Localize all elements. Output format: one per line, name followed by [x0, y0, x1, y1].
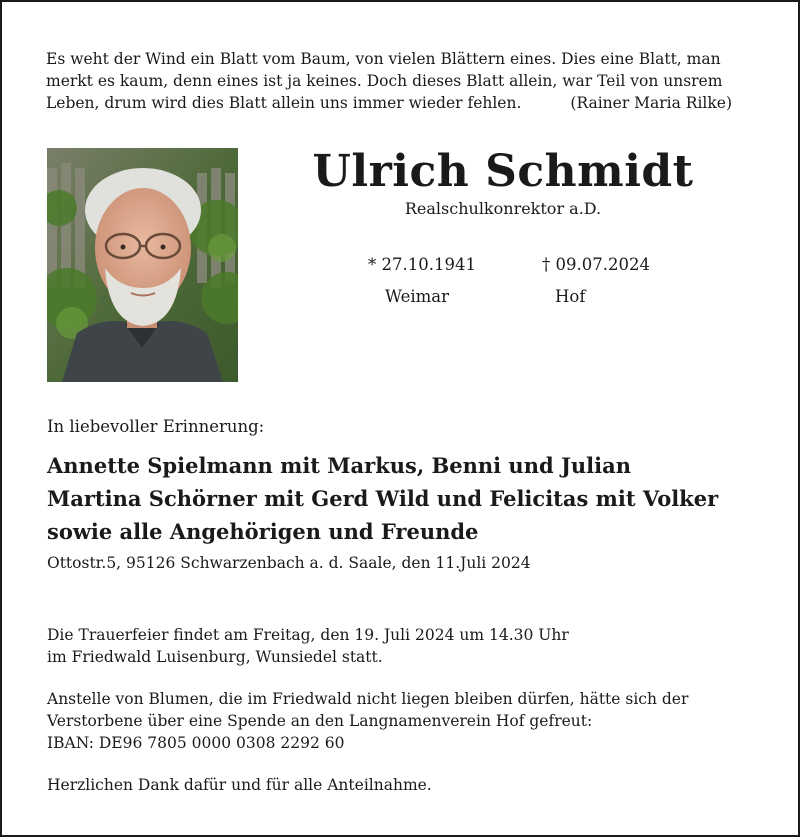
poem-quote	[46, 48, 732, 114]
donation-info	[47, 688, 767, 754]
deceased-name: Ulrich Schmidt	[312, 146, 694, 197]
mourners-list	[47, 449, 767, 548]
donation-line: Verstorbene über eine Spende an den Langnamenverein Hof gefreut:	[47, 712, 593, 730]
death-place: Hof	[555, 287, 586, 306]
deceased-profession: Realschulkonrektor a.D.	[404, 199, 602, 218]
ceremony-info	[47, 624, 767, 668]
ceremony-line: im Friedwald Luisenburg, Wunsiedel statt.	[47, 648, 383, 666]
donation-iban: IBAN: DE96 7805 0000 0308 2292 60	[47, 734, 345, 752]
donation-line: Anstelle von Blumen, die im Friedwald nicht liegen bleiben dürfen, hätte sich der	[47, 690, 689, 708]
poem-line: merkt es kaum, denn eines ist ja keines. Doch dieses Blatt allein, war Teil von unsrem	[46, 72, 723, 90]
family-address: Ottostr.5, 95126 Schwarzenbach a. d. Saale, den 11.Juli 2024	[47, 554, 531, 572]
birth-date: * 27.10.1941	[368, 255, 476, 274]
poem-author: (Rainer Maria Rilke)	[570, 94, 732, 112]
death-date: † 09.07.2024	[542, 255, 650, 274]
poem-line: Leben, drum wird dies Blatt allein uns immer wieder fehlen.	[46, 94, 522, 112]
mourner-line: sowie alle Angehörigen und Freunde	[47, 519, 479, 544]
memory-intro: In liebevoller Erinnerung:	[47, 417, 265, 436]
poem-line: Es weht der Wind ein Blatt vom Baum, von vielen Blättern eines. Dies eine Blatt, man	[46, 50, 721, 68]
mourner-line: Martina Schörner mit Gerd Wild und Felicitas mit Volker	[47, 486, 719, 511]
poem-line-last	[46, 92, 732, 114]
ceremony-line: Die Trauerfeier findet am Freitag, den 19. Juli 2024 um 14.30 Uhr	[47, 626, 569, 644]
thanks-text: Herzlichen Dank dafür und für alle Anteilnahme.	[47, 776, 432, 794]
mourner-line: Annette Spielmann mit Markus, Benni und Julian	[47, 453, 631, 478]
portrait-photo	[47, 148, 238, 382]
portrait-photo-icon	[47, 148, 238, 382]
birth-place: Weimar	[385, 287, 450, 306]
